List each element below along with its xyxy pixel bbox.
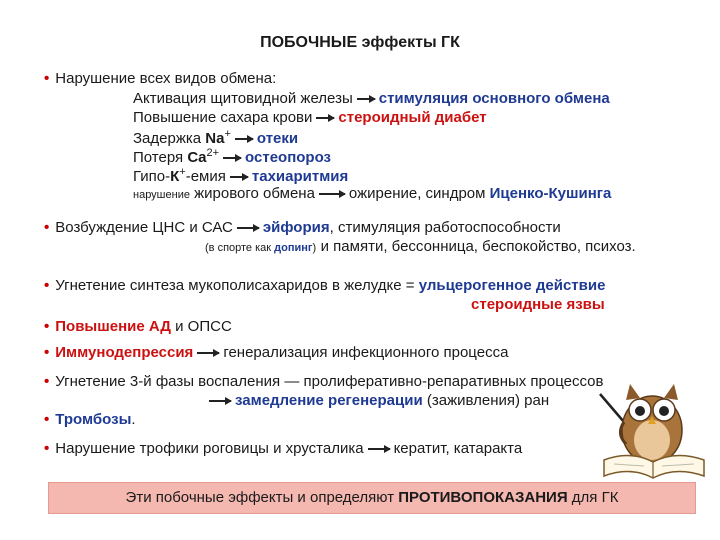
line-regeneration <box>205 392 549 409</box>
title-part1: ПОБОЧНЫЕ <box>260 34 358 51</box>
calcium-ion: Ca <box>187 149 207 166</box>
arrow-icon <box>230 176 248 178</box>
calcium-result: остеопороз <box>245 149 332 166</box>
contraindications-banner <box>48 482 696 514</box>
thrombosis-post: . <box>131 411 136 428</box>
arrow-icon <box>368 448 390 450</box>
calcium-text: Потеря <box>133 149 188 166</box>
bullet-trophic <box>44 440 522 457</box>
doping-note-bold: допинг <box>274 242 313 254</box>
fat-result2: Иценко-Кушинга <box>489 185 612 202</box>
trophic-result: кератит, катаракта <box>393 440 523 457</box>
bullet-immuno <box>44 344 508 361</box>
bullet-mucopoly <box>44 277 605 294</box>
fat-text: жирового обмена <box>189 185 315 202</box>
fat-result1: ожирение, синдром <box>348 185 490 202</box>
sodium-text: Задержка <box>133 130 206 147</box>
fat-small: нарушение <box>133 189 190 201</box>
thyroid-text: Активация щитовидной железы <box>133 90 353 107</box>
bullet-metabolism <box>44 70 276 87</box>
arrow-icon <box>237 227 259 229</box>
potassium-pre: Гипо- <box>133 168 171 185</box>
bullet-icon: • <box>44 373 50 390</box>
arrow-icon <box>223 157 241 159</box>
ulcer-effect: ульцерогенное действие <box>418 277 606 294</box>
trophic-text: Нарушение трофики роговицы и хрусталика <box>55 440 364 457</box>
footer-bold: ПРОТИВОПОКАЗАНИЯ <box>398 489 568 506</box>
arrow-icon <box>357 98 375 100</box>
line-sodium <box>133 128 298 147</box>
doping-note-post: ) <box>312 242 317 254</box>
immuno-post: генерализация инфекционного процесса <box>223 344 509 361</box>
sugar-text: Повышение сахара крови <box>133 109 313 126</box>
line-potassium <box>133 166 348 185</box>
arrow-icon <box>197 352 219 354</box>
bullet-icon: • <box>44 70 50 87</box>
arrow-icon <box>235 138 253 140</box>
footer-post: для ГК <box>567 489 619 506</box>
sodium-result: отеки <box>256 130 299 147</box>
bullet-bp <box>44 318 232 335</box>
bullet-inflammation <box>44 373 603 390</box>
steroid-ulcers: стероидные язвы <box>471 296 605 313</box>
metabolism-label: Нарушение всех видов обмена: <box>55 70 277 87</box>
immuno-red: Иммунодепрессия <box>55 344 194 361</box>
line-fat <box>133 185 611 202</box>
thrombosis-blue: Тромбозы <box>55 411 132 428</box>
bp-post: и ОПСС <box>170 318 232 335</box>
sodium-charge: + <box>224 128 231 140</box>
sodium-ion: Na <box>205 130 225 147</box>
cns-euphoria: эйфория <box>262 219 330 236</box>
cns-post: , стимуляция работоспособности <box>329 219 561 236</box>
mucopoly-text: Угнетение синтеза мукополисахаридов в желудке = <box>55 277 419 294</box>
regeneration-blue: замедление регенерации <box>235 392 423 409</box>
potassium-charge: + <box>179 166 186 178</box>
line-cns-2 <box>205 238 636 256</box>
line-sugar <box>133 109 487 126</box>
bullet-icon: • <box>44 344 50 361</box>
potassium-result: тахиаритмия <box>251 168 349 185</box>
bullet-icon: • <box>44 277 50 294</box>
bullet-icon: • <box>44 318 50 335</box>
bullet-icon: • <box>44 440 50 457</box>
calcium-charge: 2+ <box>206 147 220 159</box>
cns-pre: Возбуждение ЦНС и САС <box>55 219 233 236</box>
line-calcium <box>133 147 331 166</box>
line-thyroid <box>133 90 610 107</box>
footer-pre: Эти побочные эффекты и определяют <box>125 489 399 506</box>
owl-reading-book-icon <box>594 378 712 482</box>
page-title <box>0 34 720 52</box>
bullet-cns <box>44 219 561 236</box>
thyroid-result: стимуляция основного обмена <box>378 90 610 107</box>
title-part2: эффекты ГК <box>357 34 460 51</box>
inflammation-text: Угнетение 3-й фазы воспаления — пролиферативно-репаративных процессов <box>55 373 604 390</box>
arrow-icon <box>209 400 231 402</box>
bullet-thrombosis <box>44 411 136 428</box>
doping-note-pre: (в спорте как <box>205 242 275 254</box>
sugar-result: стероидный диабет <box>338 109 487 126</box>
potassium-post: -емия <box>185 168 226 185</box>
regeneration-post: (заживления) ран <box>422 392 550 409</box>
bullet-icon: • <box>44 219 50 236</box>
arrow-icon <box>316 117 334 119</box>
arrow-icon <box>319 193 345 195</box>
potassium-ion: К <box>170 168 180 185</box>
cns-line2: и памяти, бессонница, беспокойство, психоз. <box>320 238 636 255</box>
doping-note <box>205 242 316 254</box>
bp-red: Повышение АД <box>55 318 171 335</box>
bullet-icon: • <box>44 411 50 428</box>
